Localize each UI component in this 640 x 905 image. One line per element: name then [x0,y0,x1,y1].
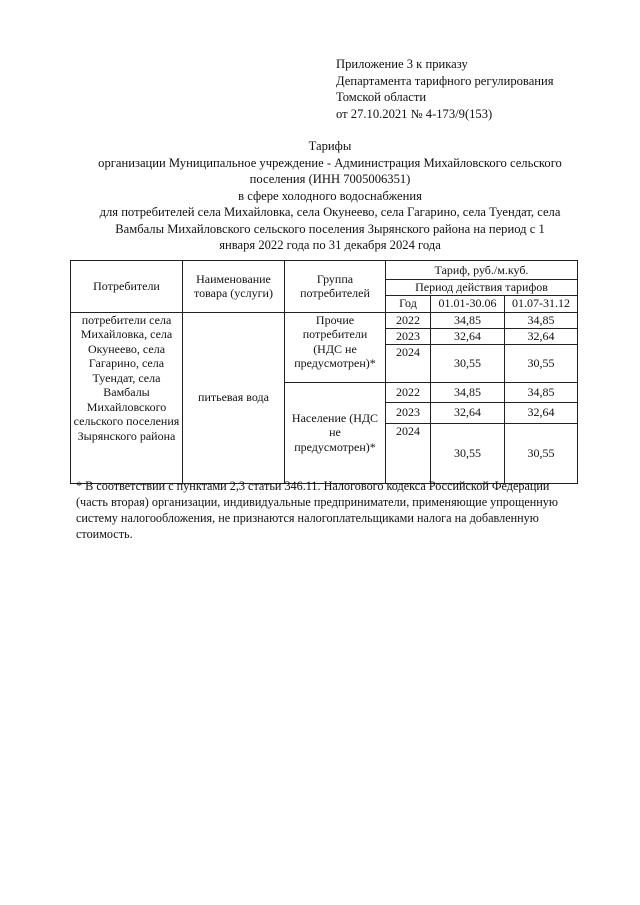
tariff-value: 30,55 [505,423,578,483]
tariff-value: 30,55 [431,423,505,483]
header-period-2: 01.07-31.12 [505,295,578,312]
year-cell: 2024 [386,423,431,483]
tariff-value: 32,64 [505,328,578,344]
appendix-line: Томской области [336,90,427,104]
tariff-value: 32,64 [505,402,578,423]
product-cell: питьевая вода [183,312,285,483]
group-cell: Прочие потребители (НДС не предусмотрен)* [285,312,386,382]
consumers-cell: потребители села Михайловка, села Окунеево, села Гагарино, села Туендат, села Вамбалы Михайловского сельского поселения Зырянского района [71,312,183,483]
tariff-value: 34,85 [431,312,505,328]
tariff-value: 32,64 [431,328,505,344]
title-org: организации Муниципальное учреждение - Администрация Михайловского сельского [98,155,562,170]
year-cell: 2024 [386,344,431,382]
year-cell: 2023 [386,328,431,344]
year-cell: 2023 [386,402,431,423]
tariff-value: 30,55 [431,344,505,382]
tariff-value: 30,55 [505,344,578,382]
header-period-1: 01.01-30.06 [431,295,505,312]
header-period: Период действия тарифов [386,280,578,296]
title-sphere: в сфере холодного водоснабжения [238,188,422,203]
year-cell: 2022 [386,312,431,328]
title-org-inn: поселения (ИНН 7005006351) [249,172,411,186]
year-cell: 2022 [386,382,431,402]
title-heading: Тарифы [308,139,352,153]
header-tariff: Тариф, руб./м.куб. [386,261,578,280]
header-year: Год [386,295,431,312]
title-period: января 2022 года по 31 декабря 2024 года [219,238,441,252]
header-group: Группа потребителей [285,261,386,313]
tariff-value: 34,85 [505,382,578,402]
appendix-header [336,56,554,122]
title-consumers: Вамбалы Михайловского сельского поселения Зырянского района на период с 1 [115,221,545,236]
header-consumers: Потребители [71,261,183,313]
appendix-line: Департамента тарифного регулирования [336,73,554,88]
appendix-order-date: от 27.10.2021 № 4-173/9(153) [336,106,493,121]
appendix-line: Приложение 3 к приказу [336,57,468,71]
title-consumers: для потребителей села Михайловка, села Окунеево, села Гагарино, села Туендат, села [99,205,561,219]
document-title [60,138,600,254]
tariff-table [70,260,578,484]
vat-footnote: * В соответствии с пунктами 2,3 статьи 346.11. Налогового кодекса Российской Федерации (часть вторая) организации, индивидуальные предприниматели, применяющие упрощенную систему налогообложения, не признаются налогоплательщиками налога на добавленную стоимость. [76,479,558,541]
tariff-value: 34,85 [505,312,578,328]
group-cell: Население (НДС не предусмотрен)* [285,382,386,483]
tariff-value: 34,85 [431,382,505,402]
tariff-value: 32,64 [431,402,505,423]
header-product: Наименование товара (услуги) [183,261,285,313]
